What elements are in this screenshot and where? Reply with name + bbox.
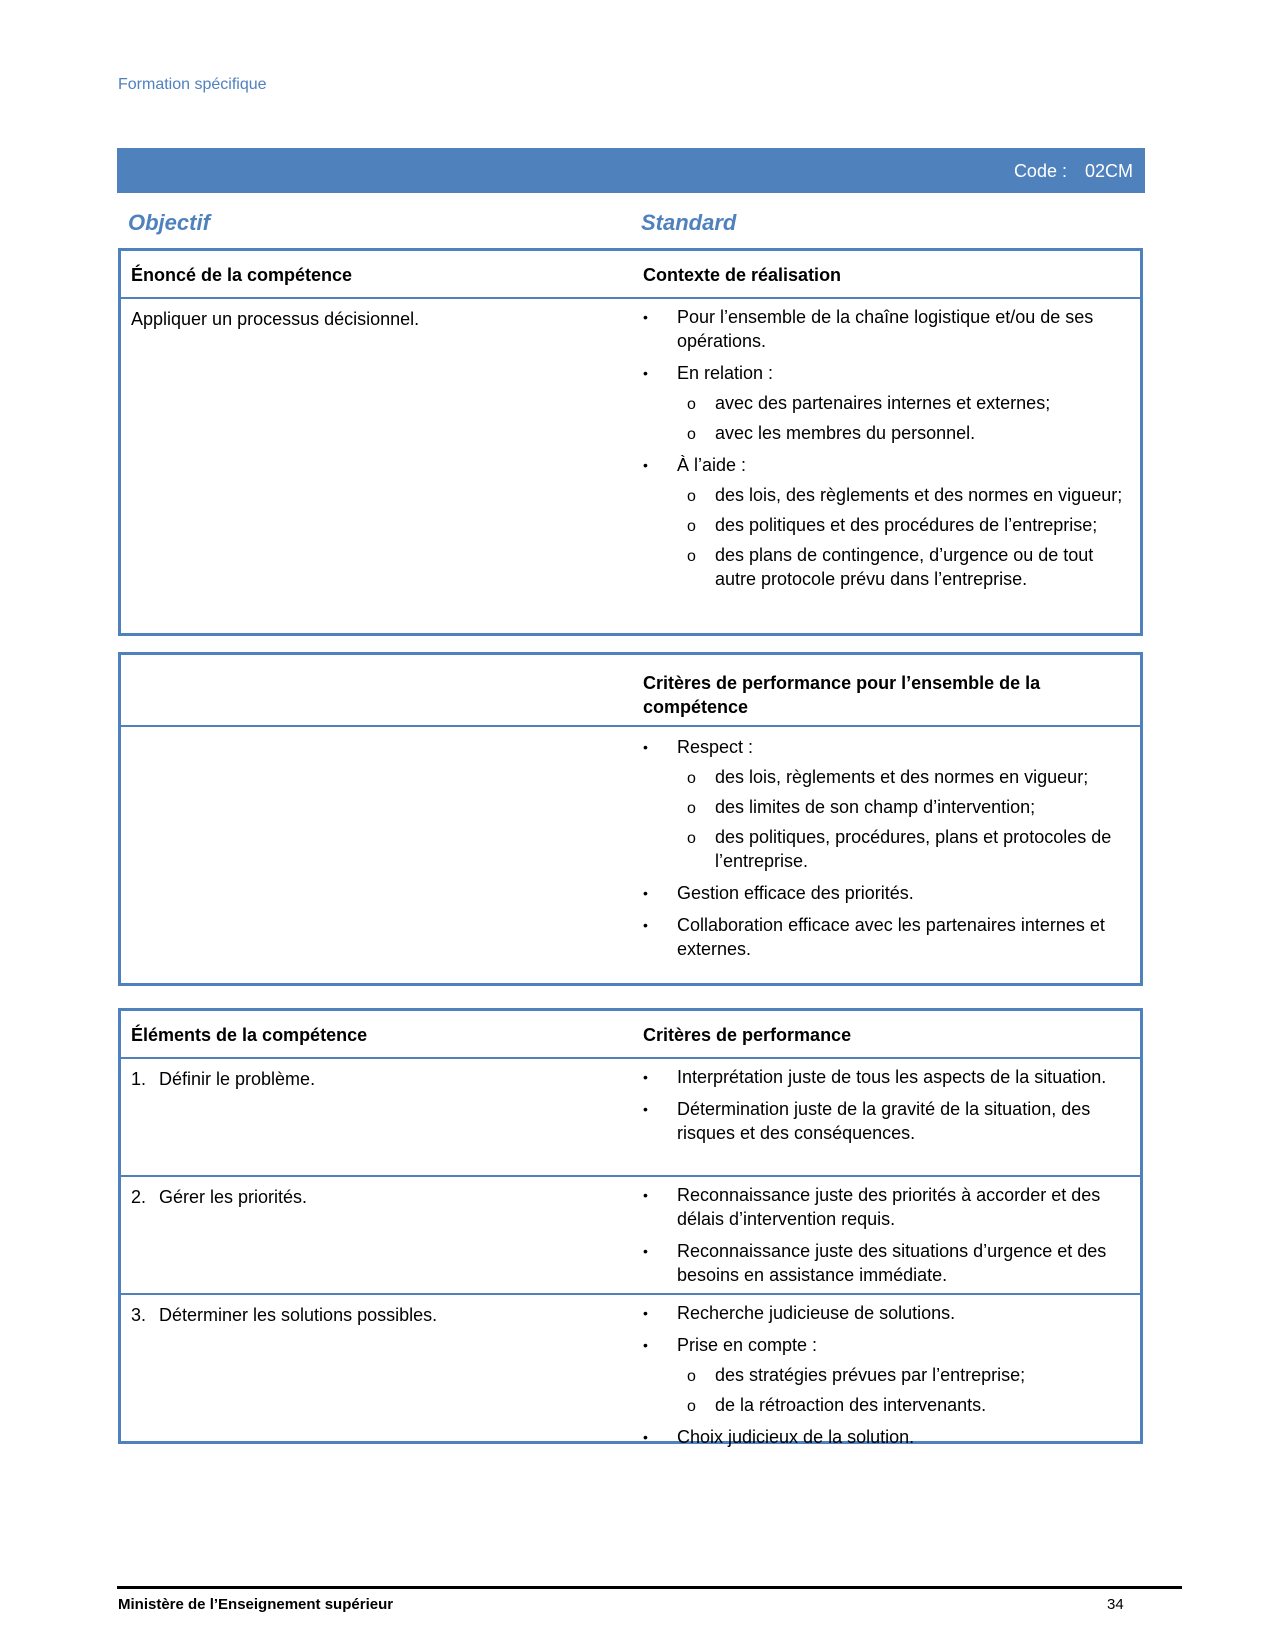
context-subitem: o des plans de contingence, d’urgence ou de tout autre protocole prévu dans l’entreprise. [687, 545, 1094, 589]
bullet-icon: • [643, 309, 648, 325]
sub-bullet-icon: o [687, 770, 696, 787]
global-criteria-table [118, 652, 1143, 986]
sub-bullet-icon: o [687, 426, 696, 443]
elements-header: Éléments de la compétence [131, 1025, 368, 1045]
footer-rule [117, 1586, 1182, 1589]
criteria-subitem: o des stratégies prévues par l’entreprise; [643, 1363, 1133, 1387]
footer-ministry: Ministère de l’Enseignement supérieur [118, 1596, 394, 1613]
bullet-icon: • [643, 739, 648, 755]
context-subitem: o des lois, des règlements et des normes en vigueur; [643, 483, 1133, 507]
criteria-subitem: o des limites de son champ d’intervention; [643, 795, 1133, 819]
context-item: • À l’aide : o des lois, des règlements et des normes en vigueur; o des politiques et des procédures de l’entreprise; o des plans de contingence, d’urgence ou de tout autre protocole prévu dans l’entreprise. [643, 453, 1133, 591]
context-subitem: o avec les membres du personnel. [643, 421, 1133, 445]
context-item: • En relation : o avec des partenaires internes et externes; o avec les membres du personnel. [643, 361, 1133, 445]
standard-heading: Standard [641, 210, 737, 235]
divider [121, 297, 1140, 299]
element-label: 3. Déterminer les solutions possibles. [131, 1305, 438, 1325]
bullet-icon: • [643, 1101, 648, 1117]
sub-bullet-icon: o [687, 1368, 696, 1385]
criteria-subitem: o de la rétroaction des intervenants. [643, 1393, 1133, 1417]
sub-bullet-icon: o [687, 518, 696, 535]
sub-bullet-icon: o [687, 830, 696, 847]
criteria-item: • Respect : o des lois, règlements et des normes en vigueur; o des limites de son champ d’intervention; o des politiques, procédures, plans et protocoles de l’entreprise. [643, 735, 1133, 873]
criteria-item: • Collaboration efficace avec les partenaires internes et externes. [643, 915, 1105, 959]
element-criteria [643, 1183, 1133, 1295]
bullet-icon: • [643, 457, 648, 473]
divider [121, 725, 1140, 727]
sub-bullet-icon: o [687, 548, 696, 565]
bullet-icon: • [643, 1187, 648, 1203]
criteria-item: • Reconnaissance juste des priorités à accorder et des délais d’intervention requis. [643, 1185, 1101, 1229]
running-header: Formation spécifique [118, 76, 267, 93]
performance-header: Critères de performance [643, 1025, 852, 1045]
global-criteria-list [643, 735, 1133, 969]
criteria-subitem: o des lois, règlements et des normes en vigueur; [643, 765, 1133, 789]
criteria-item: • Prise en compte : o des stratégies prévues par l’entreprise; o de la rétroaction des intervenants. [643, 1333, 1133, 1417]
elements-table [118, 1008, 1143, 1447]
code-value: 02CM [1084, 161, 1133, 181]
element-label: 2. Gérer les priorités. [131, 1187, 308, 1207]
sub-bullet-icon: o [687, 1398, 696, 1415]
element-row [121, 1293, 1140, 1447]
sub-bullet-icon: o [687, 396, 696, 413]
bullet-icon: • [643, 1243, 648, 1259]
context-subitem: o avec des partenaires internes et externes; [643, 391, 1133, 415]
context-list [643, 305, 1133, 599]
element-label: 1. Définir le problème. [131, 1069, 316, 1089]
criteria-item: • Gestion efficace des priorités. [643, 883, 914, 903]
code-band [117, 148, 1145, 193]
bullet-icon: • [643, 1429, 648, 1445]
criteria-item: • Recherche judicieuse de solutions. [643, 1303, 956, 1323]
bullet-icon: • [643, 365, 648, 381]
bullet-icon: • [643, 1337, 648, 1353]
element-criteria [643, 1301, 1133, 1457]
competence-table [118, 248, 1143, 636]
criteria-subitem: o des politiques, procédures, plans et protocoles de l’entreprise. [687, 827, 1112, 871]
element-row [121, 1057, 1140, 1173]
context-subitem: o des politiques et des procédures de l’entreprise; [643, 513, 1133, 537]
element-criteria [643, 1065, 1133, 1153]
objective-heading: Objectif [128, 210, 210, 235]
criteria-item: • Détermination juste de la gravité de la situation, des risques et des conséquences. [643, 1099, 1091, 1143]
competence-statement: Appliquer un processus décisionnel. [131, 309, 420, 329]
bullet-icon: • [643, 917, 648, 933]
sub-bullet-icon: o [687, 488, 696, 505]
bullet-icon: • [643, 885, 648, 901]
criteria-item: • Choix judicieux de la solution. [643, 1427, 915, 1447]
bullet-icon: • [643, 1305, 648, 1321]
context-item: • Pour l’ensemble de la chaîne logistique et/ou de ses opérations. [643, 307, 1094, 351]
sub-bullet-icon: o [687, 800, 696, 817]
element-row [121, 1175, 1140, 1291]
global-criteria-header: Critères de performance pour l’ensemble de la compétence [643, 673, 1041, 717]
statement-header: Énoncé de la compétence [131, 265, 353, 285]
code-label: Code : 02CM [1013, 161, 1133, 181]
criteria-item: • Interprétation juste de tous les aspects de la situation. [643, 1067, 1107, 1087]
page-number: 34 [1107, 1596, 1124, 1613]
criteria-item: • Reconnaissance juste des situations d’urgence et des besoins en assistance immédiate. [643, 1241, 1107, 1285]
context-header: Contexte de réalisation [643, 265, 842, 285]
bullet-icon: • [643, 1069, 648, 1085]
